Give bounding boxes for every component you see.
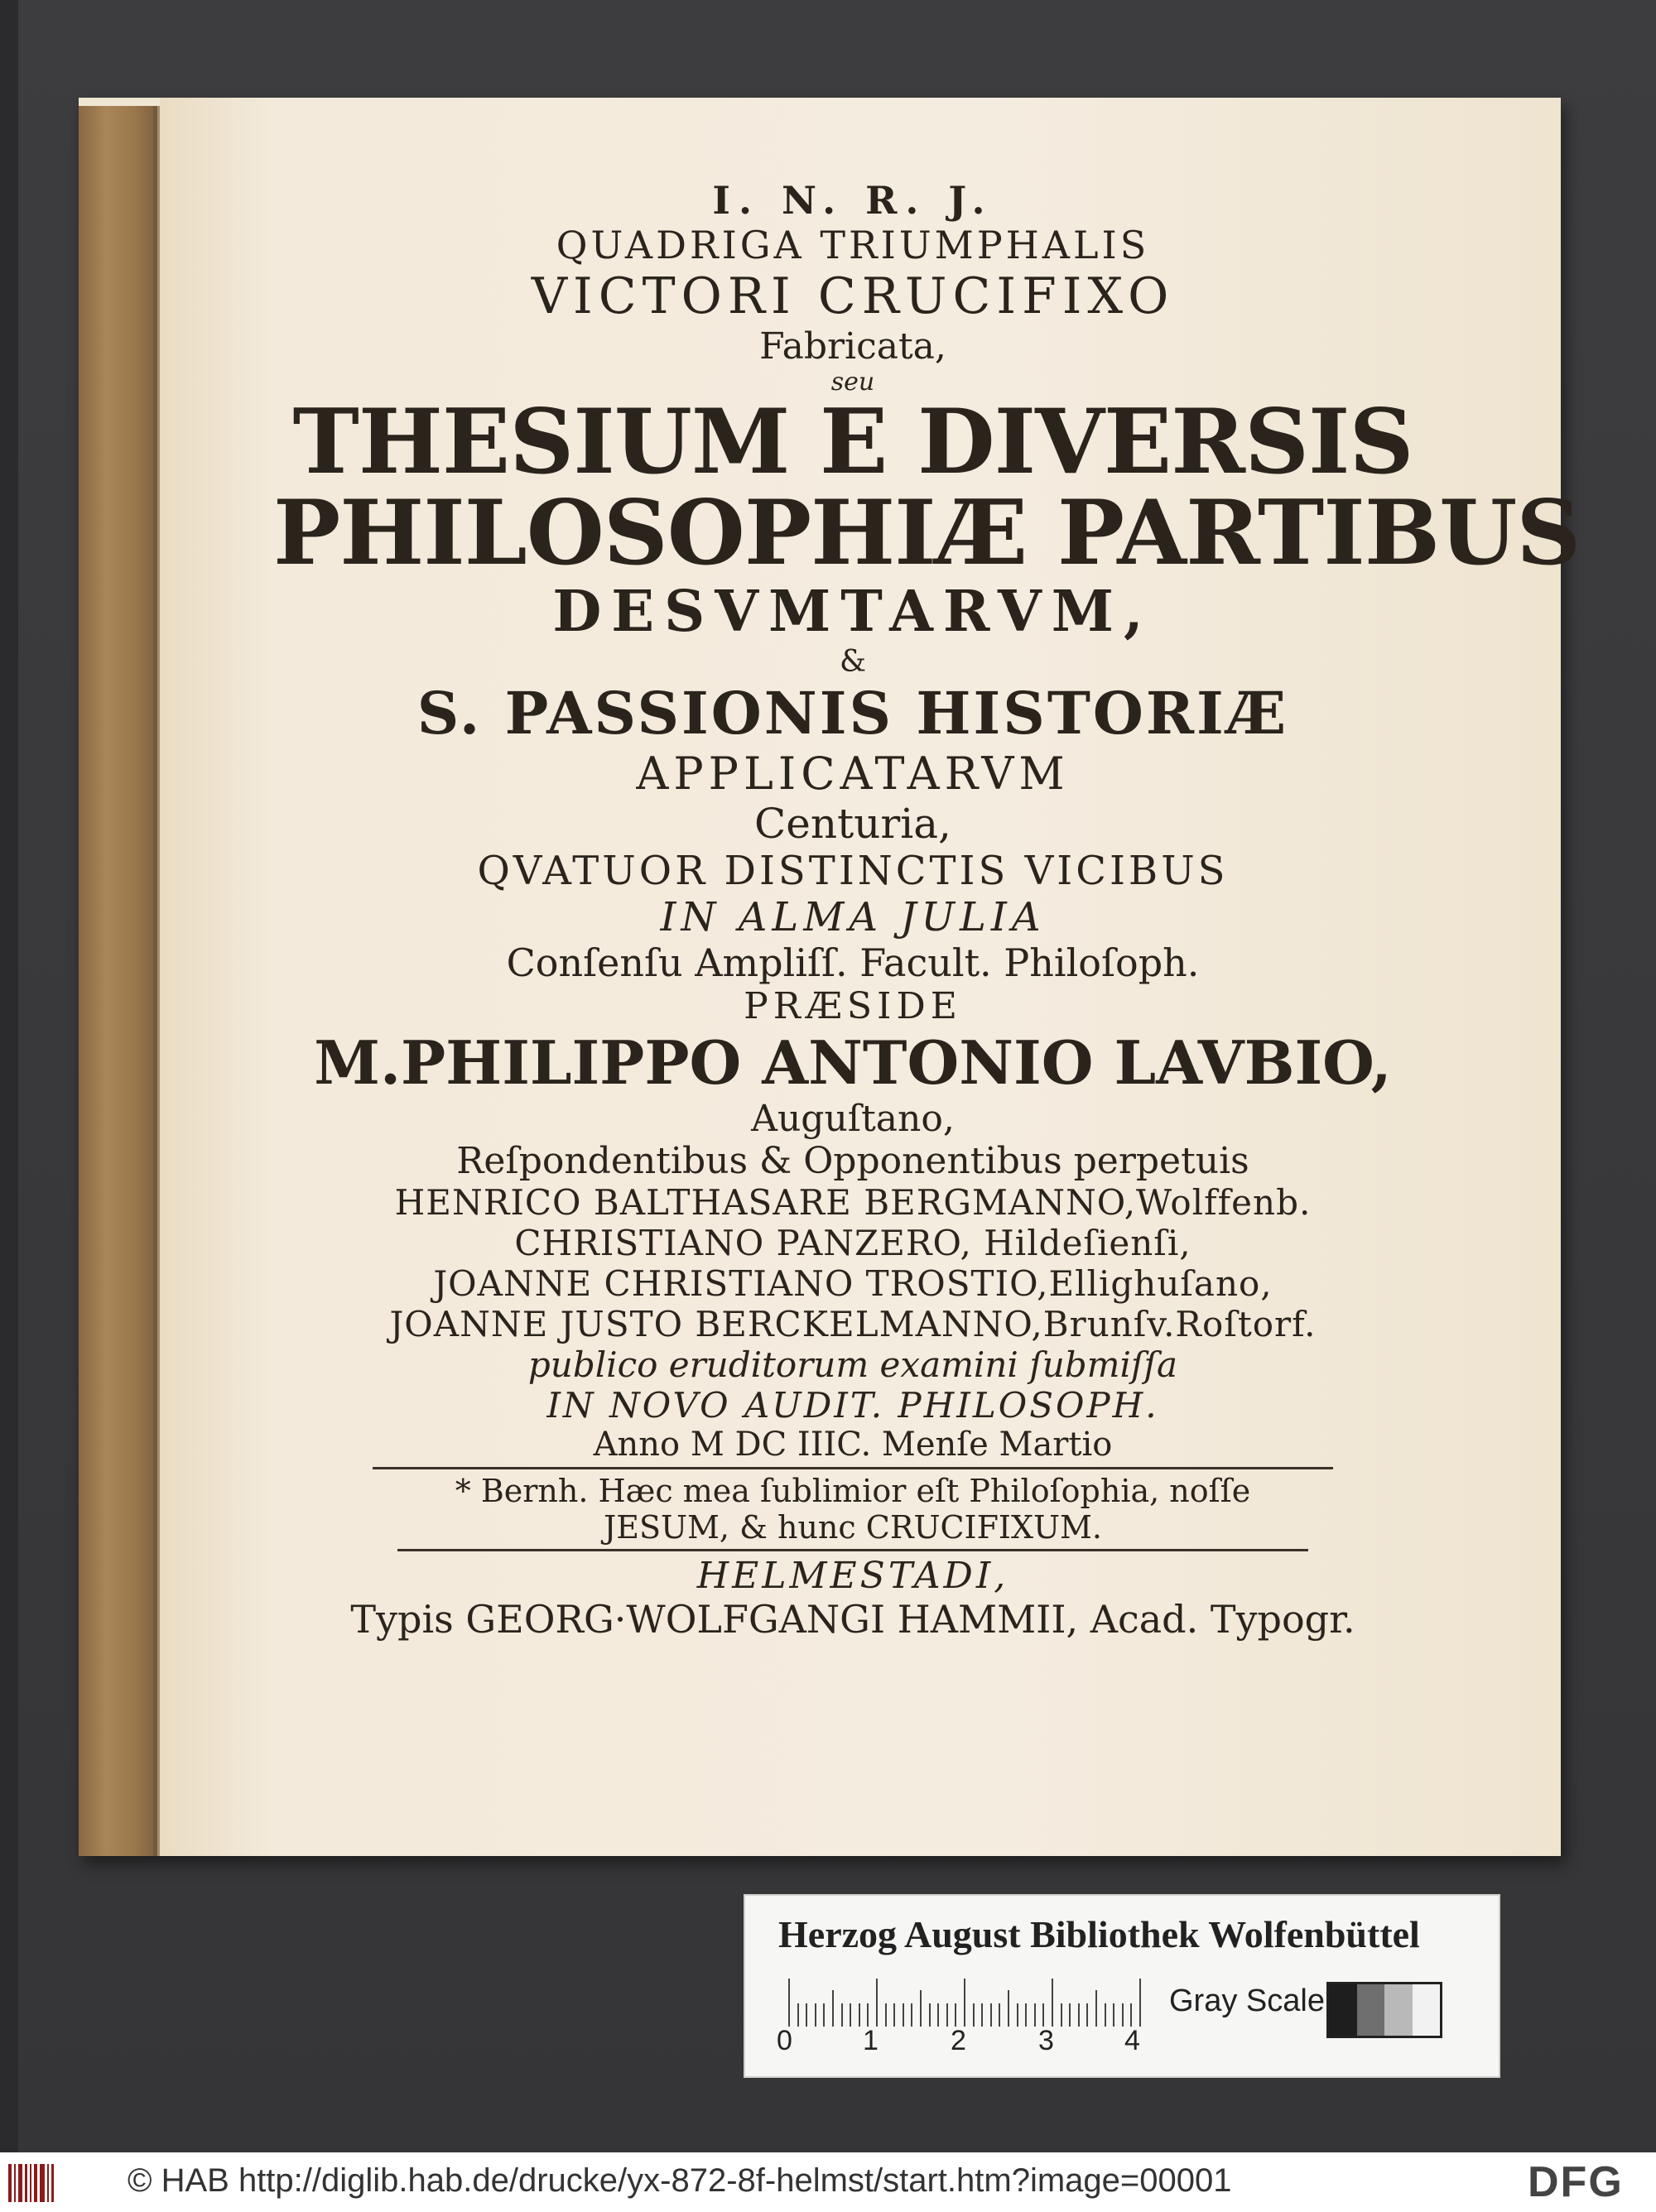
ruler-number-1: 1 [863,2025,879,2056]
library-name: Herzog August Bibliothek Wolfenbüttel [778,1913,1420,1955]
ruler-tick [1105,2003,1106,2027]
anno-line: Anno M DC IIIC. Menſe Martio [593,1426,1113,1464]
victori-line: VICTORI CRUCIFIXO [531,267,1175,325]
ruler-tick [955,2003,956,2027]
ruler-tick [893,2003,895,2027]
ruler-tick [1113,2003,1114,2027]
dfg-logo: DFG [1528,2158,1624,2206]
ruler-tick [876,1979,878,2027]
title-text-block [273,178,1581,1642]
ruler-tick [832,1990,834,2027]
ruler-tick [1008,1990,1009,2027]
respondent-name-1: HENRICO BALTHASARE BERGMANNO,Wolffenb. [394,1182,1312,1224]
inri-line: I. N. R. J. [712,178,994,223]
ruler-tick [806,2003,807,2027]
barcode-icon [8,2164,68,2202]
ruler-tick [999,2003,1000,2027]
divider-rule-1 [373,1467,1333,1469]
centuria-line: Centuria, [754,800,951,849]
respondent-name-3: JOANNE CHRISTIANO TROSTIO,Ellighuſano, [433,1263,1273,1305]
ruler-tick [1042,2003,1044,2027]
quadriga-line: QUADRIGA TRIUMPHALIS [556,223,1150,267]
divider-rule-2 [397,1549,1308,1551]
footer-bar [0,2152,1656,2212]
ruler-number-4: 4 [1124,2025,1140,2056]
philosophiae-line: PHILOSOPHIÆ PARTIBUS [273,481,1581,586]
bernhard-quote-line-2: JESUM, & hunc CRUCIFIXUM. [603,1509,1103,1546]
consensu-line: Conſenſu Ampliſſ. Facult. Philoſoph. [506,940,1200,986]
quatuor-line: QVATUOR DISTINCTIS VICIBUS [477,848,1229,895]
barcode-stripe [30,2164,31,2202]
helmestadi-line: HELMESTADI, [696,1555,1009,1598]
gray-scale-patch-0 [1329,1984,1357,2036]
ampersand-line: & [839,645,867,680]
scan-edge [0,0,18,2152]
ruler-tick [920,1990,922,2027]
ruler-tick [1078,2003,1080,2027]
ruler-number-2: 2 [951,2025,966,2056]
ruler-tick [946,2003,948,2027]
ruler-tick [1139,1979,1141,2027]
ruler-number-0: 0 [777,2025,792,2056]
respondentibus-line: Reſpondentibus & Opponentibus perpetuis [456,1140,1249,1183]
ruler-tick [885,2003,887,2027]
ruler-tick [859,2003,860,2027]
ruler-tick [797,2003,799,2027]
alma-julia-line: IN ALMA JULIA [660,894,1046,941]
respondent-name-4: JOANNE JUSTO BERCKELMANNO,Brunſv.Roſtorf. [389,1304,1317,1345]
ruler-tick [850,2003,851,2027]
publico-line: publico eruditorum examini ſubmiſſa [527,1344,1178,1386]
barcode-stripe [47,2164,49,2202]
citation-url: © HAB http://diglib.hab.de/drucke/yx-872-8f-helmst/start.htm?image=00001 [128,2162,1232,2199]
printer-line: Typis GEORG·WOLFGANGI HAMMII, Acad. Typogr. [350,1597,1355,1642]
bernhard-quote-line-1: * Bernh. Hæc mea ſublimior eſt Philoſophia, noſſe [455,1473,1251,1510]
ruler-tick [937,2003,939,2027]
barcode-stripe [34,2164,37,2202]
ruler-number-3: 3 [1038,2025,1054,2056]
seu-line: seu [830,368,875,397]
ruler-tick [903,2003,904,2027]
ruler-numbers [777,2025,1158,2058]
ruler-tick [929,2003,931,2027]
thesium-line: THESIUM E DIVERSIS [292,390,1413,494]
gray-scale-label: Gray Scale [1169,1984,1325,2018]
barcode-stripe [40,2164,45,2202]
barcode-stripe [25,2164,27,2202]
novo-auditorio-line: IN NOVO AUDIT. PHILOSOPH. [546,1385,1159,1426]
color-reference-card [744,1894,1500,2078]
gray-scale-bar [1326,1982,1442,2038]
fabricata-line: Fabricata, [759,325,946,368]
ruler-tick [841,2003,843,2027]
gray-scale-patch-2 [1384,1984,1413,2036]
ruler-tick [1122,2003,1124,2027]
ruler-tick [1095,1990,1097,2027]
barcode-stripe [18,2164,22,2202]
gray-scale-patch-1 [1357,1984,1385,2036]
barcode-stripe [51,2164,54,2202]
ruler-tick [1052,1979,1053,2027]
respondent-name-2: CHRISTIANO PANZERO, Hildeſienſi, [514,1223,1191,1264]
ruler-tick [990,2003,992,2027]
applicatarum-line: APPLICATARVM [636,748,1070,801]
ruler-tick [1061,2003,1062,2027]
scale-ruler [788,1977,1144,2027]
ruler-tick [815,2003,816,2027]
ruler-tick [1086,2003,1088,2027]
book-spine [79,106,157,1856]
gray-scale-patch-3 [1413,1984,1441,2036]
spine-edge [153,106,160,1856]
ruler-tick [1130,2003,1132,2027]
ruler-tick [973,2003,975,2027]
augustano-line: Auguſtano, [751,1098,955,1141]
ruler-tick [964,1979,965,2027]
desumtarum-line: DESVMTARVM, [552,579,1153,646]
ruler-tick [823,2003,825,2027]
barcode-stripe [14,2164,16,2202]
ruler-tick [981,2003,983,2027]
ruler-tick [1034,2003,1036,2027]
praeses-name: M.PHILIPPO ANTONIO LAVBIO, [314,1027,1392,1099]
barcode-stripe [8,2164,12,2202]
ruler-tick [911,2003,912,2027]
ruler-tick [1017,2003,1018,2027]
praeside-line: PRÆSIDE [744,985,962,1028]
ruler-tick [867,2003,869,2027]
ruler-tick [1025,2003,1027,2027]
ruler-tick [788,1979,790,2027]
ruler-tick [1069,2003,1071,2027]
passionis-line: S. PASSIONIS HISTORIÆ [416,679,1289,748]
